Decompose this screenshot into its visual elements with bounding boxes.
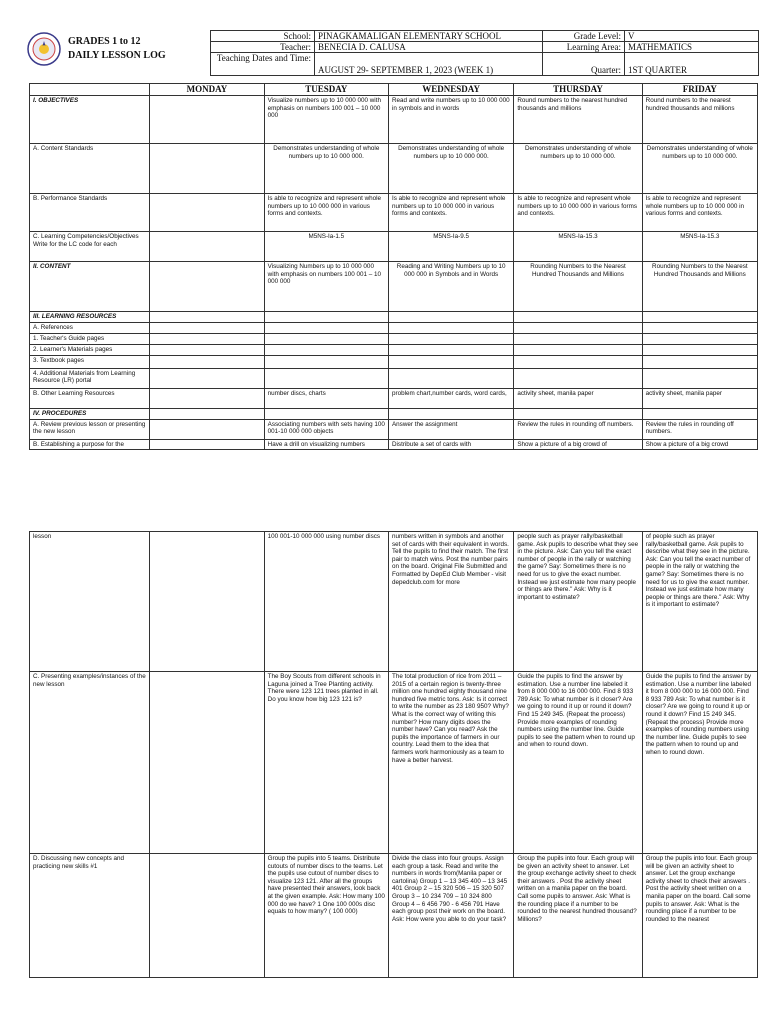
table-cell: Guide the pupils to find the answer by estimation. Use a number line labeled it from 8 000 000 to 16 000 000. Find 8 933 789 Ask: To what number is it closer? Are we going to round it up or round it down? Find 15 249 345. (Repeat the process) Provide more examples of rounding numbers using the number line. Guide pupils to see the pattern when to round up and when to round down.	[514, 672, 642, 854]
table-cell	[642, 408, 757, 419]
table-cell: Show a picture of a big crowd of	[514, 439, 642, 450]
table-cell	[514, 322, 642, 333]
row-label: B. Establishing a purpose for the	[30, 439, 150, 450]
table-cell: M5NS-Ia-9.5	[388, 232, 513, 262]
corner-cell	[30, 84, 150, 96]
table-cell	[150, 262, 264, 312]
table-row	[30, 232, 758, 262]
table-row	[30, 194, 758, 232]
table-row	[30, 322, 758, 333]
table-cell: Group the pupils into 5 teams. Distribute cutouts of number discs to the teams. Let the pupils use cutout of number discs to visualize 123 121. After all the groups have presented their answers, look back at the given example. Ask: How many 100 000 do we have? 1 One 100 000s disc equals to how many? ( 100 000)	[264, 854, 388, 978]
table-cell	[150, 232, 264, 262]
table-cell: The Boy Scouts from different schools in Laguna joined a Tree Planting activity. There were 123 121 trees planted in all. Do you know how big 123 121 is?	[264, 672, 388, 854]
table-row	[30, 388, 758, 408]
table-cell: number discs, charts	[264, 388, 388, 408]
table-row	[30, 419, 758, 439]
table-cell: Distribute a set of cards with	[388, 439, 513, 450]
school-label: School:	[211, 31, 315, 42]
table-cell	[150, 333, 264, 344]
table-cell	[264, 344, 388, 355]
grade-label: Grade Level:	[543, 31, 625, 42]
table-cell: Show a picture of a big crowd	[642, 439, 757, 450]
area-label: Learning Area:	[543, 42, 625, 53]
table-cell: 100 001-10 000 000 using number discs	[264, 532, 388, 672]
table-cell	[150, 388, 264, 408]
table-cell	[150, 419, 264, 439]
table-cell	[388, 312, 513, 323]
table-cell: Visualize numbers up to 10 000 000 with emphasis on numbers 100 001 – 10 000 000	[264, 96, 388, 144]
row-label: B. Other Learning Resources	[30, 388, 150, 408]
row-label: A. Content Standards	[30, 144, 150, 194]
table-cell: M5NS-Ia-1.5	[264, 232, 388, 262]
table-row	[30, 408, 758, 419]
table-row	[30, 854, 758, 978]
table-cell: Review the rules in rounding off numbers.	[642, 419, 757, 439]
table-cell	[150, 854, 264, 978]
table-cell: Is able to recognize and represent whole numbers up to 10 000 000 in various forms and contexts.	[514, 194, 642, 232]
day-friday: FRIDAY	[642, 84, 757, 96]
table-cell: Review the rules in rounding off numbers.	[514, 419, 642, 439]
table-cell: Divide the class into four groups. Assign each group a task. Read and write the numbers in words from(Manila paper or cartolina) Group 1 – 13 345 400 – 13 345 401 Group 2 – 15 320 506 – 15 320 507 Group 3 – 10 234 709 – 10 324 800 Group 4 – 6 456 790 - 6 456 791 Have each group post their work on the board. Ask: How were you able to do your task?	[388, 854, 513, 978]
dates-value: AUGUST 29- SEPTEMBER 1, 2023 (WEEK 1)	[315, 53, 543, 76]
grade-value: V	[625, 31, 759, 42]
table-cell: Rounding Numbers to the Nearest Hundred Thousands and Millions	[642, 262, 757, 312]
row-label: B. Performance Standards	[30, 194, 150, 232]
table-cell	[642, 344, 757, 355]
table-cell	[388, 344, 513, 355]
table-cell	[642, 333, 757, 344]
info-table	[210, 30, 759, 76]
table-cell	[264, 355, 388, 368]
table-cell: Round numbers to the nearest hundred thousands and millions	[642, 96, 757, 144]
table-cell	[150, 408, 264, 419]
area-value: MATHEMATICS	[625, 42, 759, 53]
table-cell	[150, 312, 264, 323]
table-cell	[514, 408, 642, 419]
table-cell	[388, 333, 513, 344]
table-cell: Is able to recognize and represent whole numbers up to 10 000 000 in various forms and contexts.	[642, 194, 757, 232]
table-cell	[150, 355, 264, 368]
table-cell	[388, 355, 513, 368]
table-cell: Visualizing Numbers up to 10 000 000 with emphasis on numbers 100 001 – 10 000 000	[264, 262, 388, 312]
table-cell: Have a drill on visualizing numbers	[264, 439, 388, 450]
deped-seal-logo	[27, 32, 61, 66]
teacher-label: Teacher:	[211, 42, 315, 53]
table-row	[30, 355, 758, 368]
table-row	[30, 96, 758, 144]
table-cell: Is able to recognize and represent whole numbers up to 10 000 000 in various forms and contexts.	[264, 194, 388, 232]
lesson-log-table-page2	[29, 531, 758, 978]
row-label: C. Learning Competencies/Objectives Write for the LC code for each	[30, 232, 150, 262]
table-cell: Read and write numbers up to 10 000 000 in symbols and in words	[388, 96, 513, 144]
table-cell: Demonstrates understanding of whole numbers up to 10 000 000.	[514, 144, 642, 194]
row-label: 3. Textbook pages	[30, 355, 150, 368]
quarter-label: Quarter:	[543, 53, 625, 76]
row-label: D. Discussing new concepts and practicing new skills #1	[30, 854, 150, 978]
table-cell: Group the pupils into four. Each group will be given an activity sheet to answer. Let the group exchange activity sheet to check their answers . Post the activity sheet written on a manila paper on the board. Call some pupils to answer. Ask: What is the rounding place if a number to be rounded to the nearest hundred thousand? Millions?	[514, 854, 642, 978]
table-cell	[514, 333, 642, 344]
lesson-log-table-page1	[29, 83, 758, 450]
row-label: II. CONTENT	[30, 262, 150, 312]
row-label: IV. PROCEDURES	[30, 408, 150, 419]
table-cell	[264, 322, 388, 333]
table-cell	[514, 368, 642, 388]
table-cell: M5NS-Ia-15.3	[514, 232, 642, 262]
table-cell	[150, 344, 264, 355]
table-cell	[642, 368, 757, 388]
table-cell: numbers written in symbols and another set of cards with their equivalent in words. Tell the pupils to find their match. The first pair to match wins. Post the number pairs on the board. Original File Submitted and Formatted by DepEd Club Member - visit depedclub.com for more	[388, 532, 513, 672]
table-cell	[150, 439, 264, 450]
table-cell	[150, 194, 264, 232]
table-row	[30, 439, 758, 450]
row-label: 2. Learner's Materials pages	[30, 344, 150, 355]
table-row	[30, 532, 758, 672]
table-cell	[264, 408, 388, 419]
table-cell	[150, 144, 264, 194]
table-row	[30, 333, 758, 344]
table-cell: Demonstrates understanding of whole numbers up to 10 000 000.	[388, 144, 513, 194]
row-label: 1. Teacher's Guide pages	[30, 333, 150, 344]
table-cell	[388, 408, 513, 419]
row-label: C. Presenting examples/instances of the new lesson	[30, 672, 150, 854]
dates-label: Teaching Dates and Time:	[211, 53, 315, 76]
table-cell: M5NS-Ia-15.3	[642, 232, 757, 262]
quarter-value: 1ST QUARTER	[625, 53, 759, 76]
row-label: lesson	[30, 532, 150, 672]
table-cell: activity sheet, manila paper	[642, 388, 757, 408]
table-cell	[150, 96, 264, 144]
table-cell: Group the pupils into four. Each group will be given an activity sheet to answer. Let the group exchange activity sheet to check their answers . Post the activity sheet written on a manila paper on the board. Call some pupils to answer. Ask: What is the rounding place if a number to be rounded to the nearest	[642, 854, 757, 978]
table-cell: Rounding Numbers to the Nearest Hundred Thousands and Millions	[514, 262, 642, 312]
table-cell: Demonstrates understanding of whole numbers up to 10 000 000.	[264, 144, 388, 194]
table-cell	[642, 322, 757, 333]
table-row	[30, 368, 758, 388]
table-cell: Demonstrates understanding of whole numbers up to 10 000 000.	[642, 144, 757, 194]
day-header-row	[30, 84, 758, 96]
row-label: A. Review previous lesson or presenting the new lesson	[30, 419, 150, 439]
table-cell	[150, 322, 264, 333]
table-cell: people such as prayer rally/basketball game. Ask pupils to describe what they see in the picture. Ask: Can you tell the exact number of people in the rally or watching the game? Say: Sometimes there is no need for us to give the exact number. Instead we just estimate how many people or things are there." Ask: Why is it important to estimate?	[514, 532, 642, 672]
table-cell	[264, 368, 388, 388]
table-cell	[264, 312, 388, 323]
table-cell	[264, 333, 388, 344]
day-thursday: THURSDAY	[514, 84, 642, 96]
table-row	[30, 312, 758, 323]
row-label: 4. Additional Materials from Learning Resource (LR) portal	[30, 368, 150, 388]
table-cell: Reading and Writing Numbers up to 10 000 000 in Symbols and in Words	[388, 262, 513, 312]
table-row	[30, 672, 758, 854]
table-row	[30, 344, 758, 355]
table-cell: problem chart,number cards, word cards,	[388, 388, 513, 408]
table-cell	[388, 368, 513, 388]
table-cell	[514, 344, 642, 355]
day-wednesday: WEDNESDAY	[388, 84, 513, 96]
school-value: PINAGKAMALIGAN ELEMENTARY SCHOOL	[315, 31, 543, 42]
table-row	[30, 144, 758, 194]
row-label: III. LEARNING RESOURCES	[30, 312, 150, 323]
day-tuesday: TUESDAY	[264, 84, 388, 96]
table-cell: The total production of rice from 2011 – 2015 of a certain region is twenty-three million one hundred eighty thousand nine hundred five metric tons. Ask: Is it correct to write the number as 23 180 950? Why? What is the correct way of writing this number? How many digits does the number have? Can you read? Ask the pupils the importance of farmers in our country. Lead them to the idea that farmers work harmoniously as a team to have a better harvest.	[388, 672, 513, 854]
row-label: I. OBJECTIVES	[30, 96, 150, 144]
table-cell: Answer the assignment	[388, 419, 513, 439]
table-cell	[388, 322, 513, 333]
day-monday: MONDAY	[150, 84, 264, 96]
table-cell	[150, 532, 264, 672]
teacher-value: BENECIA D. CALUSA	[315, 42, 543, 53]
row-label: A. References	[30, 322, 150, 333]
table-cell	[642, 312, 757, 323]
doc-title-grades: GRADES 1 to 12	[68, 36, 141, 47]
table-cell	[642, 355, 757, 368]
table-row	[30, 262, 758, 312]
table-cell	[514, 312, 642, 323]
table-cell: Round numbers to the nearest hundred thousands and millions	[514, 96, 642, 144]
table-cell: Is able to recognize and represent whole numbers up to 10 000 000 in various forms and contexts.	[388, 194, 513, 232]
table-cell: of people such as prayer rally/basketball game. Ask pupils to describe what they see in the picture. Ask: Can you tell the exact number of people in the rally or watching the game? Say: Sometimes there is no need for us to give the exact number. Instead we just estimate how many people or things are there." Ask: Why is it important to estimate?	[642, 532, 757, 672]
table-cell: Guide the pupils to find the answer by estimation. Use a number line labeled it from 8 000 000 to 16 000 000. Find 8 933 789 Ask: To what number is it closer? Are we going to round it up or round it down? Find 15 249 345. (Repeat the process) Provide more examples of rounding numbers using the number line. Guide pupils to see the pattern when to round up and when to round down.	[642, 672, 757, 854]
table-cell	[150, 368, 264, 388]
table-cell: Associating numbers with sets having 100 001-10 000 000 objects	[264, 419, 388, 439]
table-cell: activity sheet, manila paper	[514, 388, 642, 408]
doc-title-dll: DAILY LESSON LOG	[68, 50, 166, 61]
table-cell	[514, 355, 642, 368]
table-cell	[150, 672, 264, 854]
